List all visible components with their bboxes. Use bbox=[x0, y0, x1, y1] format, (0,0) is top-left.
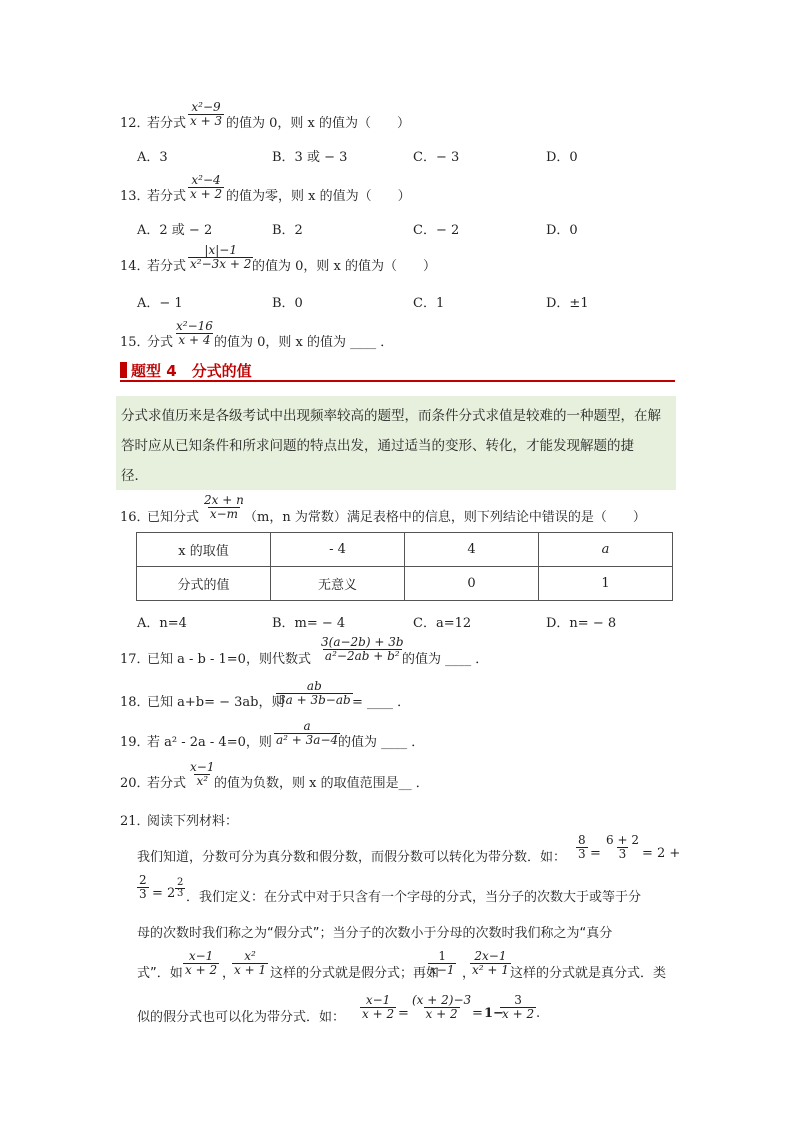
q14-post: 的值为 0，则 x 的值为（ ） bbox=[252, 259, 436, 274]
q14-fraction: $\frac{|x|-1}{\text{x²−3x + 2}}$ bbox=[190, 243, 252, 271]
q15-pre: 分式 bbox=[147, 335, 174, 350]
q14-option-a[interactable]: A．− 1 bbox=[137, 296, 183, 311]
q13-post: 的值为零，则 x 的值为（ ） bbox=[226, 189, 411, 204]
table-cell: 4 bbox=[405, 533, 539, 567]
q12-option-c[interactable]: C．− 3 bbox=[413, 150, 460, 165]
period: . bbox=[536, 1006, 541, 1021]
q21-paragraph-line-5: 似的假分式也可以化为带分式．如： bbox=[137, 1010, 346, 1025]
table-cell: a bbox=[539, 533, 673, 567]
q21-paragraph-line-1: 我们知道，分数可分为真分数和假分数，而假分数可以转化为带分数．如： bbox=[137, 850, 567, 865]
q20-pre: 若分式 bbox=[147, 776, 187, 791]
q12-option-a[interactable]: A．3 bbox=[137, 150, 168, 165]
q21-paragraph-line-4a: 式”．如 bbox=[137, 966, 183, 981]
q12-number: 12． bbox=[120, 116, 150, 131]
q14-number: 14． bbox=[120, 259, 150, 274]
table-cell: 1 bbox=[539, 567, 673, 601]
q19-number: 19． bbox=[120, 735, 150, 750]
q15-fraction: $\frac{\text{x²−16}}{x + 4}$ bbox=[176, 319, 213, 347]
table-cell: x 的取值 bbox=[137, 533, 271, 567]
q17-pre: 已知 a - b - 1=0，则代数式 bbox=[147, 652, 311, 667]
q21-paragraph-line-2: ．我们定义：在分式中对于只含有一个字母的分式，当分子的次数大于或等于分 bbox=[186, 890, 642, 905]
table-row bbox=[137, 567, 673, 601]
q20-fraction: $\frac{x-1}{\text{x²}}$ bbox=[190, 760, 215, 788]
q15-post: 的值为 0，则 x 的值为 ____ ． bbox=[214, 335, 394, 350]
q16-fraction: $\frac{2x + n}{x-m}$ bbox=[204, 493, 244, 521]
q21-title: 阅读下列材料： bbox=[147, 814, 239, 829]
q21-number: 21． bbox=[120, 814, 150, 829]
q18-number: 18． bbox=[120, 695, 150, 710]
fraction-x-1-x+2: $\frac{x-1}{x + 2}$ bbox=[185, 949, 218, 977]
q15-number: 15． bbox=[120, 335, 150, 350]
section-marker bbox=[120, 362, 127, 378]
method-note-box bbox=[116, 396, 676, 490]
q20-number: 20． bbox=[120, 776, 150, 791]
q21-mixed-eq: = 2 bbox=[152, 886, 176, 901]
q16-option-d[interactable]: D．n= − 8 bbox=[546, 616, 617, 631]
comma: ， bbox=[222, 966, 236, 981]
q16-option-a[interactable]: A．n=4 bbox=[137, 616, 187, 631]
table-cell: - 4 bbox=[271, 533, 405, 567]
table-cell: 分式的值 bbox=[137, 567, 271, 601]
comma: ， bbox=[462, 966, 476, 981]
note-line-2: 答时应从已知条件和所求问题的特点出发，通过适当的变形、转化，才能发现解题的捷 bbox=[121, 438, 634, 454]
q13-option-d[interactable]: D．0 bbox=[546, 223, 578, 238]
q20-post: 的值为负数，则 x 的取值范围是__ ． bbox=[214, 776, 429, 791]
q12-post: 的值为 0，则 x 的值为（ ） bbox=[226, 116, 410, 131]
q14-option-d[interactable]: D．±1 bbox=[546, 296, 589, 311]
q16-number: 16． bbox=[120, 510, 150, 525]
fraction-3-x+2: $\frac{3}{x + 2}$ bbox=[502, 993, 535, 1021]
q21-eq-1: = 2 + bbox=[642, 846, 681, 861]
table-cell: 无意义 bbox=[271, 567, 405, 601]
equals-sign: = bbox=[398, 1006, 409, 1021]
q14-option-b[interactable]: B．0 bbox=[272, 296, 303, 311]
fraction-x-1-x+2-b: $\frac{x-1}{x + 2}$ bbox=[362, 993, 395, 1021]
q18-post: = ____ ． bbox=[352, 695, 411, 710]
fraction-x2-x2+1: $\frac{\text{x²}}{x + 1}$ bbox=[234, 949, 267, 977]
q13-option-a[interactable]: A．2 或 − 2 bbox=[137, 223, 213, 238]
q19-pre: 若 a² - 2a - 4=0，则 bbox=[147, 735, 272, 750]
fraction-6plus2-3: $\frac{6 + 2}{3}$ bbox=[606, 833, 639, 861]
q13-pre: 若分式 bbox=[147, 189, 187, 204]
fraction-2x-1-x2+1: $\frac{2x-1}{\text{x² + 1}}$ bbox=[472, 949, 509, 977]
q19-fraction: $\frac{a}{\text{a² + 3a−4}}$ bbox=[276, 719, 339, 747]
q16-post: （m，n 为常数）满足表格中的信息，则下列结论中错误的是（ ） bbox=[244, 510, 646, 525]
q21-paragraph-line-4c: 这样的分式就是真分式．类 bbox=[510, 966, 667, 981]
q17-fraction: $\frac{3(a-2b) + 3b}{\text{a²−2ab + b²}}$ bbox=[321, 635, 404, 663]
fraction-8-3: $\frac{8}{3}$ bbox=[578, 833, 586, 861]
q13-option-c[interactable]: C．− 2 bbox=[413, 223, 460, 238]
equals-sign: = bbox=[590, 846, 601, 861]
q12-option-d[interactable]: D．0 bbox=[546, 150, 578, 165]
q16-option-b[interactable]: B．m= − 4 bbox=[272, 616, 346, 631]
q21-paragraph-line-4b: 这样的分式就是假分式；再如 bbox=[270, 966, 440, 981]
equals-sign: = bbox=[472, 1006, 483, 1021]
q18-pre: 已知 a+b= − 3ab，则 bbox=[147, 695, 285, 710]
q14-pre: 若分式 bbox=[147, 259, 187, 274]
q16-pre: 已知分式 bbox=[147, 510, 200, 525]
q14-option-c[interactable]: C．1 bbox=[413, 296, 445, 311]
q13-number: 13． bbox=[120, 189, 150, 204]
q18-fraction: $\frac{ab}{3a + 3b-ab}$ bbox=[278, 679, 351, 707]
note-line-3: 径． bbox=[121, 468, 148, 484]
q16-option-c[interactable]: C．a=12 bbox=[413, 616, 472, 631]
q13-fraction: $\frac{\text{x²−4}}{x + 2}$ bbox=[190, 173, 223, 201]
fraction-x+2-3-x+2: $\frac{(x + 2)-3}{x + 2}$ bbox=[412, 993, 472, 1021]
q17-number: 17． bbox=[120, 652, 150, 667]
section-underline bbox=[120, 380, 675, 382]
q19-post: 的值为 ____ ． bbox=[338, 735, 425, 750]
section-title: 题型 4 分式的值 bbox=[131, 362, 252, 380]
table-cell: 0 bbox=[405, 567, 539, 601]
q17-post: 的值为 ____ ． bbox=[402, 652, 489, 667]
fraction-2-3: $\frac{2}{3}$ bbox=[139, 873, 147, 901]
q21-mixed-result: 1− bbox=[484, 1006, 504, 1021]
q12-fraction: $\frac{\text{x²−9}}{x + 3}$ bbox=[190, 100, 223, 128]
q12-option-b[interactable]: B．3 或 − 3 bbox=[272, 150, 348, 165]
table-row bbox=[137, 533, 673, 567]
fraction-1-x-1: $\frac{1}{x-1}$ bbox=[430, 949, 455, 977]
fraction-mixed-2-3: $\frac{2}{3}$ bbox=[177, 877, 184, 899]
q13-option-b[interactable]: B．2 bbox=[272, 223, 303, 238]
note-line-1: 分式求值历来是各级考试中出现频率较高的题型，而条件分式求值是较难的一种题型，在解 bbox=[121, 408, 661, 424]
q16-value-table bbox=[136, 532, 673, 601]
q21-paragraph-line-3: 母的次数时我们称之为“假分式”；当分子的次数小于分母的次数时我们称之为“真分 bbox=[137, 926, 613, 941]
q12-pre: 若分式 bbox=[147, 116, 187, 131]
